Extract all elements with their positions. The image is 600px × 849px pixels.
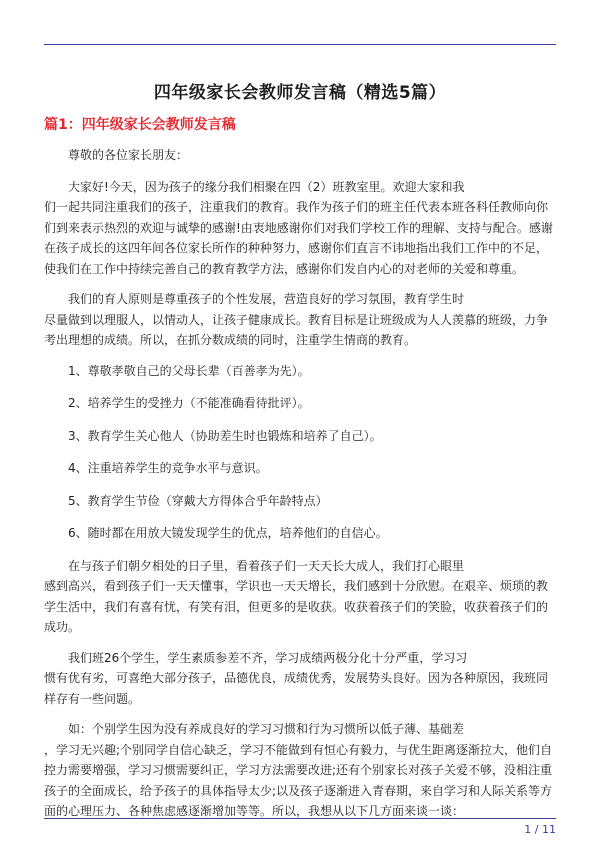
list-item: 5、教育学生节俭（穿戴大方得体合乎年龄特点） bbox=[68, 493, 328, 508]
document-body bbox=[44, 145, 556, 822]
page-number: 1 / 11 bbox=[524, 823, 556, 836]
paragraph-rest: 们一起共同注重我们的孩子，注重我们的教育。我作为孩子们的班主任代表本班各科任教师向你们到来表示热烈的欢迎与诚挚的感谢!由衷地感谢你们对我们学校工作的理解、支持与配合。感谢在孩子成长的这四年间各位家长所作的种种努力，感谢你们直言不讳地指出我们工作中的不足，使我们在工作中持续完善自己的教育教学方法，感谢你们发自内心的对老师的关爱和尊重。 bbox=[44, 200, 553, 276]
header-rule bbox=[44, 44, 556, 45]
paragraph-principles bbox=[44, 289, 556, 351]
section-heading: 篇1：四年级家长会教师发言稿 bbox=[44, 117, 236, 133]
list-item: 4、注重培养学生的竞争水平与意识。 bbox=[68, 461, 268, 475]
footer-rule bbox=[44, 818, 556, 819]
document-title: 四年级家长会教师发言稿（精选5篇） bbox=[153, 83, 447, 103]
paragraph-class-status bbox=[44, 648, 556, 710]
paragraph-reflection bbox=[44, 556, 556, 638]
paragraph-first-line: 在与孩子们朝夕相处的日子里，看着孩子们一天天长大成人，我们打心眼里 bbox=[68, 558, 465, 573]
paragraph-first-line: 我们班26个学生，学生素质参差不齐，学习成绩两极分化十分严重，学习习 bbox=[68, 650, 468, 665]
paragraph-rest: 感到高兴，看到孩子们一天天懂事，学识也一天天增长，我们感到十分欣慰。在艰辛、烦琐的教学生活中，我们有喜有忧，有笑有泪，但更多的是收获。收获着孩子们的笑脸，收获着孩子们的成功。 bbox=[44, 579, 549, 634]
paragraph-first-line: 如：个别学生因为没有养成良好的学习习惯和行为习惯所以低子薄、基础差 bbox=[68, 722, 465, 736]
paragraph-welcome bbox=[44, 177, 556, 280]
paragraph-rest: ，学习无兴趣;个别同学自信心缺乏，学习不能做到有恒心有毅力，与优生距离逐渐拉大，他们自控力需要增强，学习习惯需要纠正，学习方法需要改进;还有个别家长对孩子关爱不够，没相注重孩子的全面成长，给予孩子的具体指导太少;以及孩子逐渐进入青春期，来自学习和人际关系等方面的心理压力、各种焦虑感逐渐增加等等。所以，我想从以下几方面来谈一谈： bbox=[44, 742, 553, 818]
paragraph-first-line: 大家好!今天，因为孩子的缘分我们相聚在四（2）班教室里。欢迎大家和我 bbox=[68, 179, 465, 194]
paragraph-first-line: 我们的育人原则是尊重孩子的个性发展，营造良好的学习氛围，教育学生时 bbox=[68, 292, 465, 306]
paragraph-problems bbox=[44, 719, 556, 822]
list-item: 6、随时都在用放大镜发现学生的优点，培养他们的自信心。 bbox=[68, 526, 388, 540]
list-item: 3、教育学生关心他人（协助差生时也锻炼和培养了自己）。 bbox=[68, 428, 382, 443]
paragraph-rest: 惯有优有劣，可喜绝大部分孩子，品德优良，成绩优秀，发展势头良好。因为各种原因，我班同样存有一些问题。 bbox=[44, 671, 549, 706]
greeting: 尊敬的各位家长朋友： bbox=[68, 148, 189, 162]
list-item: 1、尊敬孝敬自己的父母长辈（百善孝为先）。 bbox=[68, 363, 310, 378]
paragraph-rest: 尽量做到以理服人，以情动人，让孩子健康成长。教育目标是让班级成为人人羡慕的班级，力争考出理想的成绩。所以，在抓分数成绩的同时，注重学生情商的教育。 bbox=[44, 312, 549, 347]
list-item: 2、培养学生的受挫力（不能准确看待批评）。 bbox=[68, 396, 310, 410]
